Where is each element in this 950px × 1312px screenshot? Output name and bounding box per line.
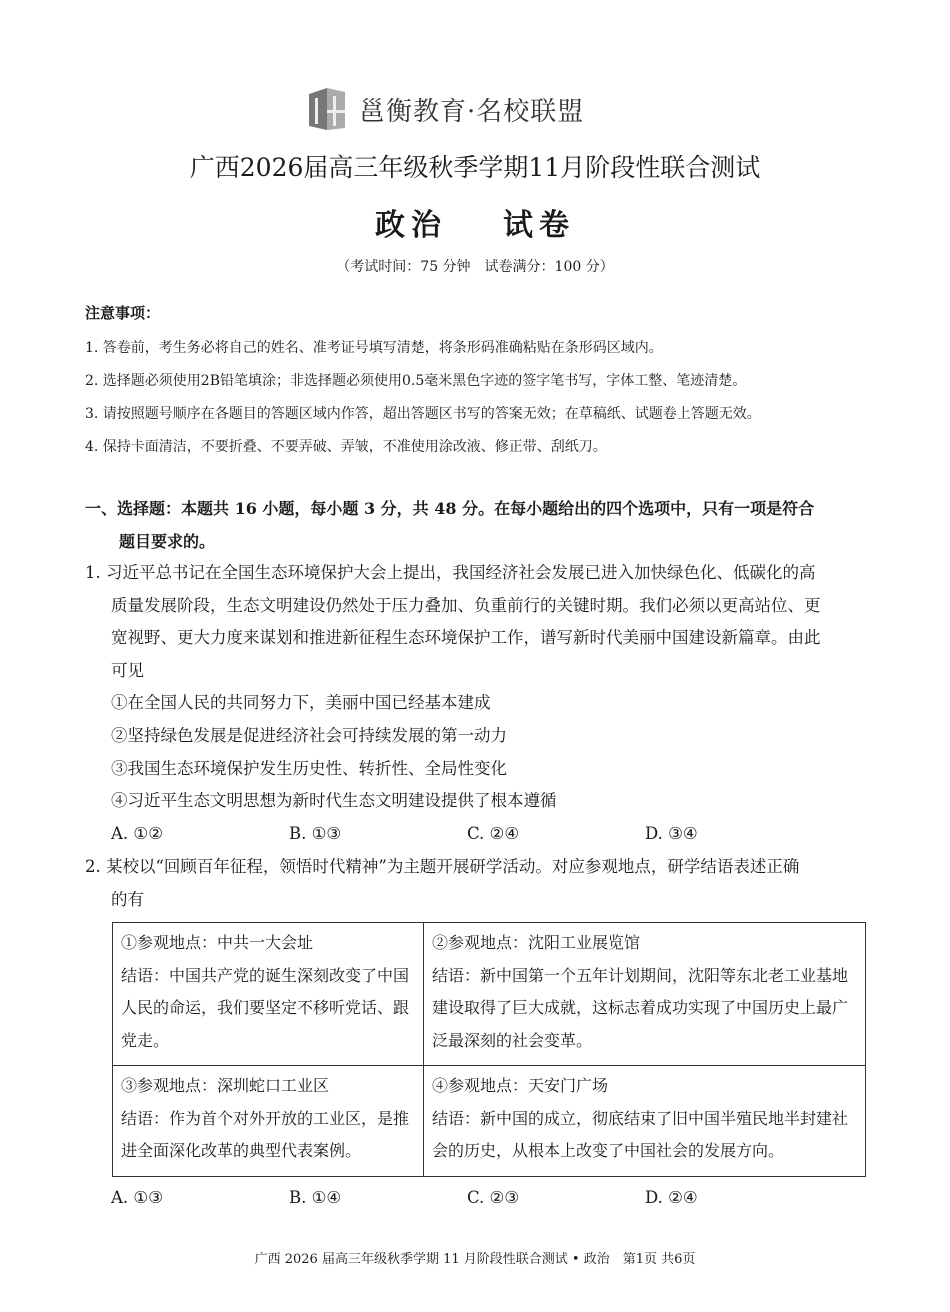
option-d[interactable]: D. ②④ [645, 1188, 698, 1207]
option-c[interactable]: C. ②③ [467, 1188, 520, 1207]
logo-text: 邕衡教育·名校联盟 [359, 96, 585, 127]
conclusion-text: 结语：中国共产党的诞生深刻改变了中国人民的命运，我们要坚定不移听党话、跟党走。 [121, 965, 410, 1050]
subject-name: 政治 [375, 208, 447, 243]
note-item: 4. 保持卡面清洁，不要折叠、不要弄破、弄皱，不准使用涂改液、修正带、刮纸刀。 [85, 439, 607, 455]
exam-title: 广西2026届高三年级秋季学期11月阶段性联合测试 [189, 153, 761, 182]
notes-heading: 注意事项： [85, 304, 161, 322]
section-line: 题目要求的。 [119, 532, 216, 551]
statement: ④习近平生态文明思想为新时代生态文明建设提供了根本遵循 [111, 791, 557, 811]
table-cell [113, 1066, 424, 1177]
question-text: 1. 习近平总书记在全国生态环境保护大会上提出，我国经济社会发展已进入加快绿色化、低碳化的高 [85, 563, 816, 582]
question-1 [85, 557, 875, 850]
site-label: ①参观地点：中共一大会址 [121, 933, 314, 952]
notes-list [85, 332, 885, 464]
study-tour-table [112, 922, 866, 1177]
option-d[interactable]: D. ③④ [645, 823, 698, 843]
question-text: 的有 [111, 889, 144, 909]
table-cell [424, 1066, 866, 1177]
question-2 [85, 851, 875, 916]
conclusion-text: 结语：新中国第一个五年计划期间，沈阳等东北老工业基地建设取得了巨大成就，这标志着成功实现了中国历史上最广泛最深刻的社会变革。 [432, 965, 849, 1050]
table-cell [424, 923, 866, 1066]
question-text: 可见 [111, 660, 144, 680]
option-a[interactable]: A. ①② [111, 823, 163, 843]
option-b[interactable]: B. ①④ [289, 1188, 342, 1207]
conclusion-text: 结语：作为首个对外开放的工业区，是推进全面深化改革的典型代表案例。 [121, 1108, 410, 1160]
note-item: 2. 选择题必须使用2B铅笔填涂；非选择题必须使用0.5毫米黑色字迹的签字笔书写，字体工整、笔迹清楚。 [85, 373, 747, 389]
question-2-options [85, 1182, 875, 1215]
section-heading [85, 492, 875, 558]
table-cell [113, 923, 424, 1066]
subject-title [0, 200, 950, 244]
option-b[interactable]: B. ①③ [289, 823, 342, 843]
note-item: 1. 答卷前，考生务必将自己的姓名、准考证号填写清楚，将条形码准确粘贴在条形码区域内。 [85, 340, 663, 356]
note-item: 3. 请按照题号顺序在各题目的答题区域内作答，超出答题区书写的答案无效；在草稿纸、试题卷上答题无效。 [85, 406, 761, 422]
statement: ②坚持绿色发展是促进经济社会可持续发展的第一动力 [111, 725, 507, 745]
paper-label: 试卷 [503, 208, 575, 243]
site-label: ③参观地点：深圳蛇口工业区 [121, 1076, 330, 1095]
question-text: 2. 某校以“回顾百年征程，领悟时代精神”为主题开展研学活动。对应参观地点，研学结语表述正确 [85, 857, 800, 876]
exam-info: （考试时间：75 分钟 试卷满分：100 分） [336, 259, 614, 275]
option-a[interactable]: A. ①③ [111, 1188, 163, 1207]
statement: ③我国生态环境保护发生历史性、转折性、全局性变化 [111, 758, 507, 778]
conclusion-text: 结语：新中国的成立，彻底结束了旧中国半殖民地半封建社会的历史，从根本上改变了中国社会的发展方向。 [432, 1108, 849, 1160]
option-c[interactable]: C. ②④ [467, 823, 520, 843]
question-text: 质量发展阶段，生态文明建设仍然处于压力叠加、负重前行的关键时期。我们必须以更高站位、更 [111, 595, 821, 615]
site-label: ④参观地点：天安门广场 [432, 1076, 609, 1095]
statement: ①在全国人民的共同努力下，美丽中国已经基本建成 [111, 693, 491, 713]
site-label: ②参观地点：沈阳工业展览馆 [432, 933, 641, 952]
answer-options [85, 1182, 875, 1215]
logo-icon [305, 86, 349, 132]
section-line: 一、选择题：本题共 16 小题，每小题 3 分，共 48 分。在每小题给出的四个选项中，只有一项是符合 [85, 499, 815, 518]
page-footer: 广西 2026 届高三年级秋季学期 11 月阶段性联合测试 • 政治 第1页 共6页 [254, 1252, 696, 1267]
question-text: 宽视野、更大力度来谋划和推进新征程生态环境保护工作，谱写新时代美丽中国建设新篇章。由此 [111, 628, 821, 648]
answer-options [85, 818, 875, 851]
logo [305, 86, 584, 132]
